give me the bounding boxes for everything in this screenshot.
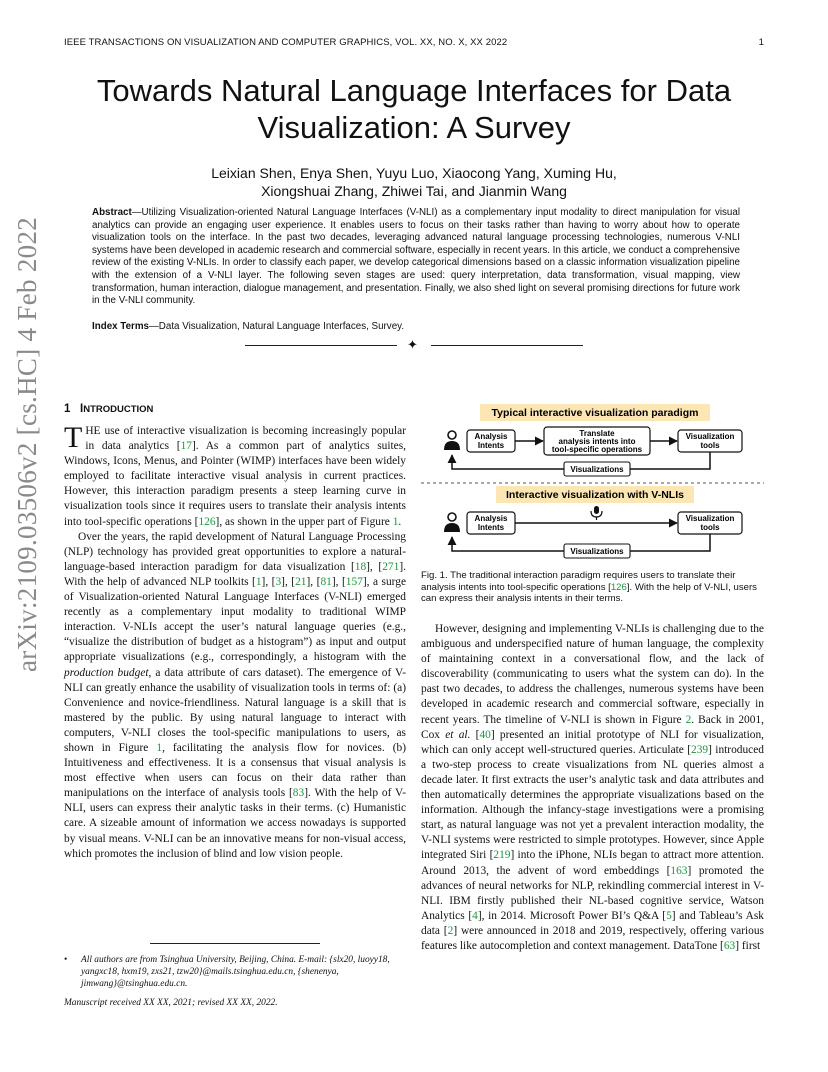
citation-link[interactable]: 157 bbox=[345, 575, 363, 588]
text-span: , facilitating the analysis flow for novices. (b) Intuitiveness and effectiveness. It is a consensus that visual analysis is most effective when users can focus on their data rather than manipulations on the interface of analysis tools [ bbox=[64, 741, 407, 800]
intro-paragraph-2 bbox=[64, 530, 406, 862]
right-column bbox=[421, 622, 764, 954]
citation-link[interactable]: 5 bbox=[666, 909, 672, 922]
analysis-label: Analysis bbox=[474, 432, 508, 441]
text-span: . bbox=[398, 515, 402, 528]
translate-label-1: Translate bbox=[579, 429, 615, 438]
citation-link[interactable]: 4 bbox=[472, 909, 478, 922]
text-span: Over the years, the rapid development of Natural Language Processing (NLP) technology has provided great opportunities to explore a natural-language-based interaction paradigm for data visualization [ bbox=[64, 530, 406, 573]
author-footnote bbox=[64, 954, 406, 990]
figure-top-title: Typical interactive visualization paradigm bbox=[491, 407, 699, 419]
text-span: ]. With the help of advanced NLP toolkits [ bbox=[64, 560, 406, 588]
text-span: ] were announced in 2018 and 2019, respectively, offering various features like autocompletion and context management. DataTone [ bbox=[421, 924, 764, 952]
text-span: ]. With the help of V-NLI, users can express their analytic tasks in their terms. (c) Humanistic care. A sizeable amount of information we access nowadays is supported by visual means. V-NLI can be an innovative means for non-visual access, which promotes the inclusion of blind and low vision people. bbox=[64, 787, 406, 860]
intro-paragraph-1 bbox=[64, 421, 407, 530]
text-span: . Back in 2001, Cox bbox=[421, 713, 764, 741]
footnote-text: All authors are from Tsinghua University, Beijing, China. E-mail: {slx20, luoyy18, yangxc18, hxm19, zxs21, tzw20}@mails.tsinghua.edu.cn, {shenenya, jimwang}@tsinghua.edu.cn. bbox=[81, 955, 390, 989]
abstract bbox=[92, 207, 740, 308]
text-span: ] first bbox=[735, 939, 761, 952]
figure-1 bbox=[421, 400, 764, 566]
text-span: [ bbox=[470, 728, 480, 741]
citation-link[interactable]: 83 bbox=[292, 787, 305, 800]
vis-tools-label-2: tools bbox=[700, 523, 720, 532]
bullet-icon: • bbox=[64, 955, 68, 965]
citation-link[interactable]: 18 bbox=[354, 560, 367, 573]
citation-link[interactable]: 163 bbox=[670, 864, 688, 877]
separator-line-right bbox=[431, 345, 583, 346]
italic-term: production budget bbox=[64, 666, 149, 679]
text-span: However, designing and implementing V-NLIs is challenging due to the ambiguous and underspecified nature of human language, the complexity of maintaining context in a conversational flow, and the lack of discoverability (communicating to users what the system can do). In the past two decades, to address the challenges, numerous systems have been developed in academic research and commercial software, especially in recent years. The timeline of V-NLI is shown in Figure bbox=[421, 623, 764, 726]
journal-name: IEEE TRANSACTIONS ON VISUALIZATION AND COMPUTER GRAPHICS, VOL. XX, NO. X, XX 2022 bbox=[64, 37, 508, 48]
translate-label-3: tool-specific operations bbox=[551, 445, 643, 454]
citation-link[interactable]: 271 bbox=[382, 560, 400, 573]
right-paragraph bbox=[421, 622, 764, 954]
text-span: ], as shown in the upper part of Figure bbox=[215, 515, 393, 528]
citation-link[interactable]: 239 bbox=[691, 743, 709, 756]
figure-link[interactable]: 1 bbox=[392, 515, 399, 528]
authors-line-1: Leixian Shen, Enya Shen, Yuyu Luo, Xiaocong Yang, Xuming Hu, bbox=[211, 165, 617, 181]
section-number: 1 bbox=[64, 403, 71, 415]
text-span: use of interactive visualization is becoming increasingly popular in data analytics [ bbox=[85, 425, 406, 453]
visualizations-label: Visualizations bbox=[570, 547, 624, 556]
citation-link[interactable]: 3 bbox=[275, 575, 282, 588]
figure-caption bbox=[421, 570, 764, 605]
arxiv-watermark: arXiv:2109.03506v2 [cs.HC] 4 Feb 2022 bbox=[12, 216, 42, 672]
text-span: ], a surge of Visualization-oriented Natural Language Interfaces (V-NLI) emerged recently as a complementary input modality to traditional WIMP interaction. V-NLIs accept the user’s natural language queries (e.g., “visualize the distribution of budget as a histogram”) as input and output appropriate visualizations (e.g., correspondingly, a histogram with the bbox=[64, 575, 406, 664]
user-icon bbox=[444, 431, 460, 450]
text-span: ] into the iPhone, NLIs began to attract more attention. Around 2013, the advent of word embeddings [ bbox=[421, 849, 764, 877]
text-span: Fig. 1. The traditional interaction paradigm requires users to translate their analysis intents into tool-specific operations [ bbox=[421, 570, 736, 593]
text-span: ], [ bbox=[366, 560, 383, 573]
italic-term: et al. bbox=[445, 728, 471, 741]
footnote-rule bbox=[150, 943, 320, 944]
citation-link[interactable]: 219 bbox=[493, 849, 511, 862]
citation-link[interactable]: 81 bbox=[320, 575, 332, 588]
index-terms-text: —Data Visualization, Natural Language Interfaces, Survey. bbox=[149, 321, 405, 332]
running-header bbox=[64, 37, 764, 48]
title-separator bbox=[245, 338, 583, 353]
vis-tools-label-1: Visualization bbox=[685, 432, 735, 441]
text-span: ], [ bbox=[331, 575, 346, 588]
microphone-icon bbox=[591, 506, 602, 520]
intents-label: Intents bbox=[477, 441, 505, 450]
text-span: ] introduced a two-step process to create visualizations from NL queries almost a decade later. It first extracts the user’s analytic task and data attributes and then automatically determines the appropriate visualizations based on the information. Although the infancy-stage investigations were a promising start, as natural language was not yet a prevalent interaction modality, the V-NLI systems were restricted to simple prototypes. However, since Apple integrated Siri [ bbox=[421, 743, 764, 862]
text-span: , a data attribute of cars dataset). The emergence of V-NLI can greatly enhance the usability of visualization tools in terms of: (a) Convenience and novice-friendliness. Natural language is a skill that is mastered by the public. By using natural language to interact with computers, V-NLI closes the tool-specific manipulations to users, as shown in Figure bbox=[64, 666, 406, 754]
vis-tools-label-2: tools bbox=[700, 441, 720, 450]
drop-cap: T bbox=[64, 421, 83, 454]
figure-link[interactable]: 1 bbox=[156, 741, 163, 754]
section-heading bbox=[64, 403, 153, 415]
figure-bottom-title: Interactive visualization with V-NLIs bbox=[506, 489, 684, 501]
visualizations-label: Visualizations bbox=[570, 465, 624, 474]
abstract-label: Abstract bbox=[92, 207, 132, 218]
text-span: ], [ bbox=[281, 575, 296, 588]
citation-link[interactable]: 17 bbox=[180, 440, 192, 453]
citation-link[interactable]: 1 bbox=[255, 575, 262, 588]
author-list bbox=[100, 164, 728, 200]
intents-label: Intents bbox=[477, 523, 505, 532]
index-terms-label: Index Terms bbox=[92, 321, 149, 332]
text-span: ]. As a common part of analytics suites, Windows, Icons, Menus, and Pointer (WIMP) interfaces have been widely employed to facilitate interactive visual analysis in current practices. However, this interaction paradigm presents a steep learning curve in visualization tools since it requires users to translate their analysis intents into tool-specific operations [ bbox=[64, 440, 407, 528]
citation-link[interactable]: 2 bbox=[447, 924, 454, 937]
authors-line-2: Xiongshuai Zhang, Zhiwei Tai, and Jianmin Wang bbox=[261, 183, 567, 199]
abstract-text: —Utilizing Visualization-oriented Natural Language Interfaces (V-NLI) as a complementary input modality to direct manipulation for visual analytics can provide an engaging user experience. It enables users to focus on their tasks rather than having to worry about how to operate visualization tools on the interface. In the past two decades, leveraging advanced natural language processing technologies, numerous V-NLI systems have been developed in academic research and commercial software, especially in recent years. In this article, we conduct a comprehensive review of the existing V-NLIs. In order to classify each paper, we develop categorical dimensions based on a classic information visualization pipeline with the extension of a V-NLI layer. The following seven stages are used: query interpretation, data transformation, visual mapping, view transformation, human interaction, dialogue management, and presentation. Finally, we also shed light on several promising directions for future work in the V-NLI community. bbox=[92, 207, 741, 307]
translate-label-2: analysis intents into bbox=[558, 437, 636, 446]
citation-link[interactable]: 21 bbox=[295, 575, 307, 588]
text-span: ], [ bbox=[306, 575, 321, 588]
section-title-rest: NTRODUCTION bbox=[83, 404, 154, 415]
separator-line-left bbox=[245, 345, 397, 346]
text-span: ], [ bbox=[261, 575, 276, 588]
text-span: ] presented an initial prototype of NLI for visualization, which can only accept well-structured queries. Articulate [ bbox=[421, 728, 764, 756]
index-terms bbox=[92, 321, 740, 334]
analysis-label: Analysis bbox=[474, 514, 508, 523]
figure-link[interactable]: 2 bbox=[685, 713, 692, 726]
paper-title: Towards Natural Language Interfaces for Data Visualization: A Survey bbox=[96, 73, 732, 145]
page-number: 1 bbox=[758, 37, 764, 48]
diamond-icon: ✦ bbox=[407, 338, 418, 353]
text-span: ]. With the help of V-NLI, users can express their analysis intents in their terms. bbox=[421, 581, 757, 605]
text-span: ] promoted the advances of neural networks for NLP, rekindling commercial interest in V-NLI. IBM firstly published their NL-based cognitive service, Watson Analytics [ bbox=[421, 864, 764, 922]
vis-tools-label-1: Visualization bbox=[685, 514, 735, 523]
citation-link[interactable]: 63 bbox=[723, 939, 736, 952]
citation-link[interactable]: 40 bbox=[479, 728, 491, 741]
lead-word: HE bbox=[85, 425, 101, 437]
left-column bbox=[64, 421, 407, 862]
user-icon bbox=[444, 513, 460, 532]
section-title-initial: I bbox=[80, 403, 84, 415]
citation-link[interactable]: 126 bbox=[610, 581, 627, 593]
text-span: ] and Tableau’s Ask data [ bbox=[421, 909, 764, 937]
manuscript-note: Manuscript received XX XX, 2021; revised XX XX, 2022. bbox=[64, 998, 278, 1008]
text-span: ], in 2014. Microsoft Power BI’s Q&A [ bbox=[477, 909, 667, 922]
citation-link[interactable]: 126 bbox=[198, 515, 216, 528]
